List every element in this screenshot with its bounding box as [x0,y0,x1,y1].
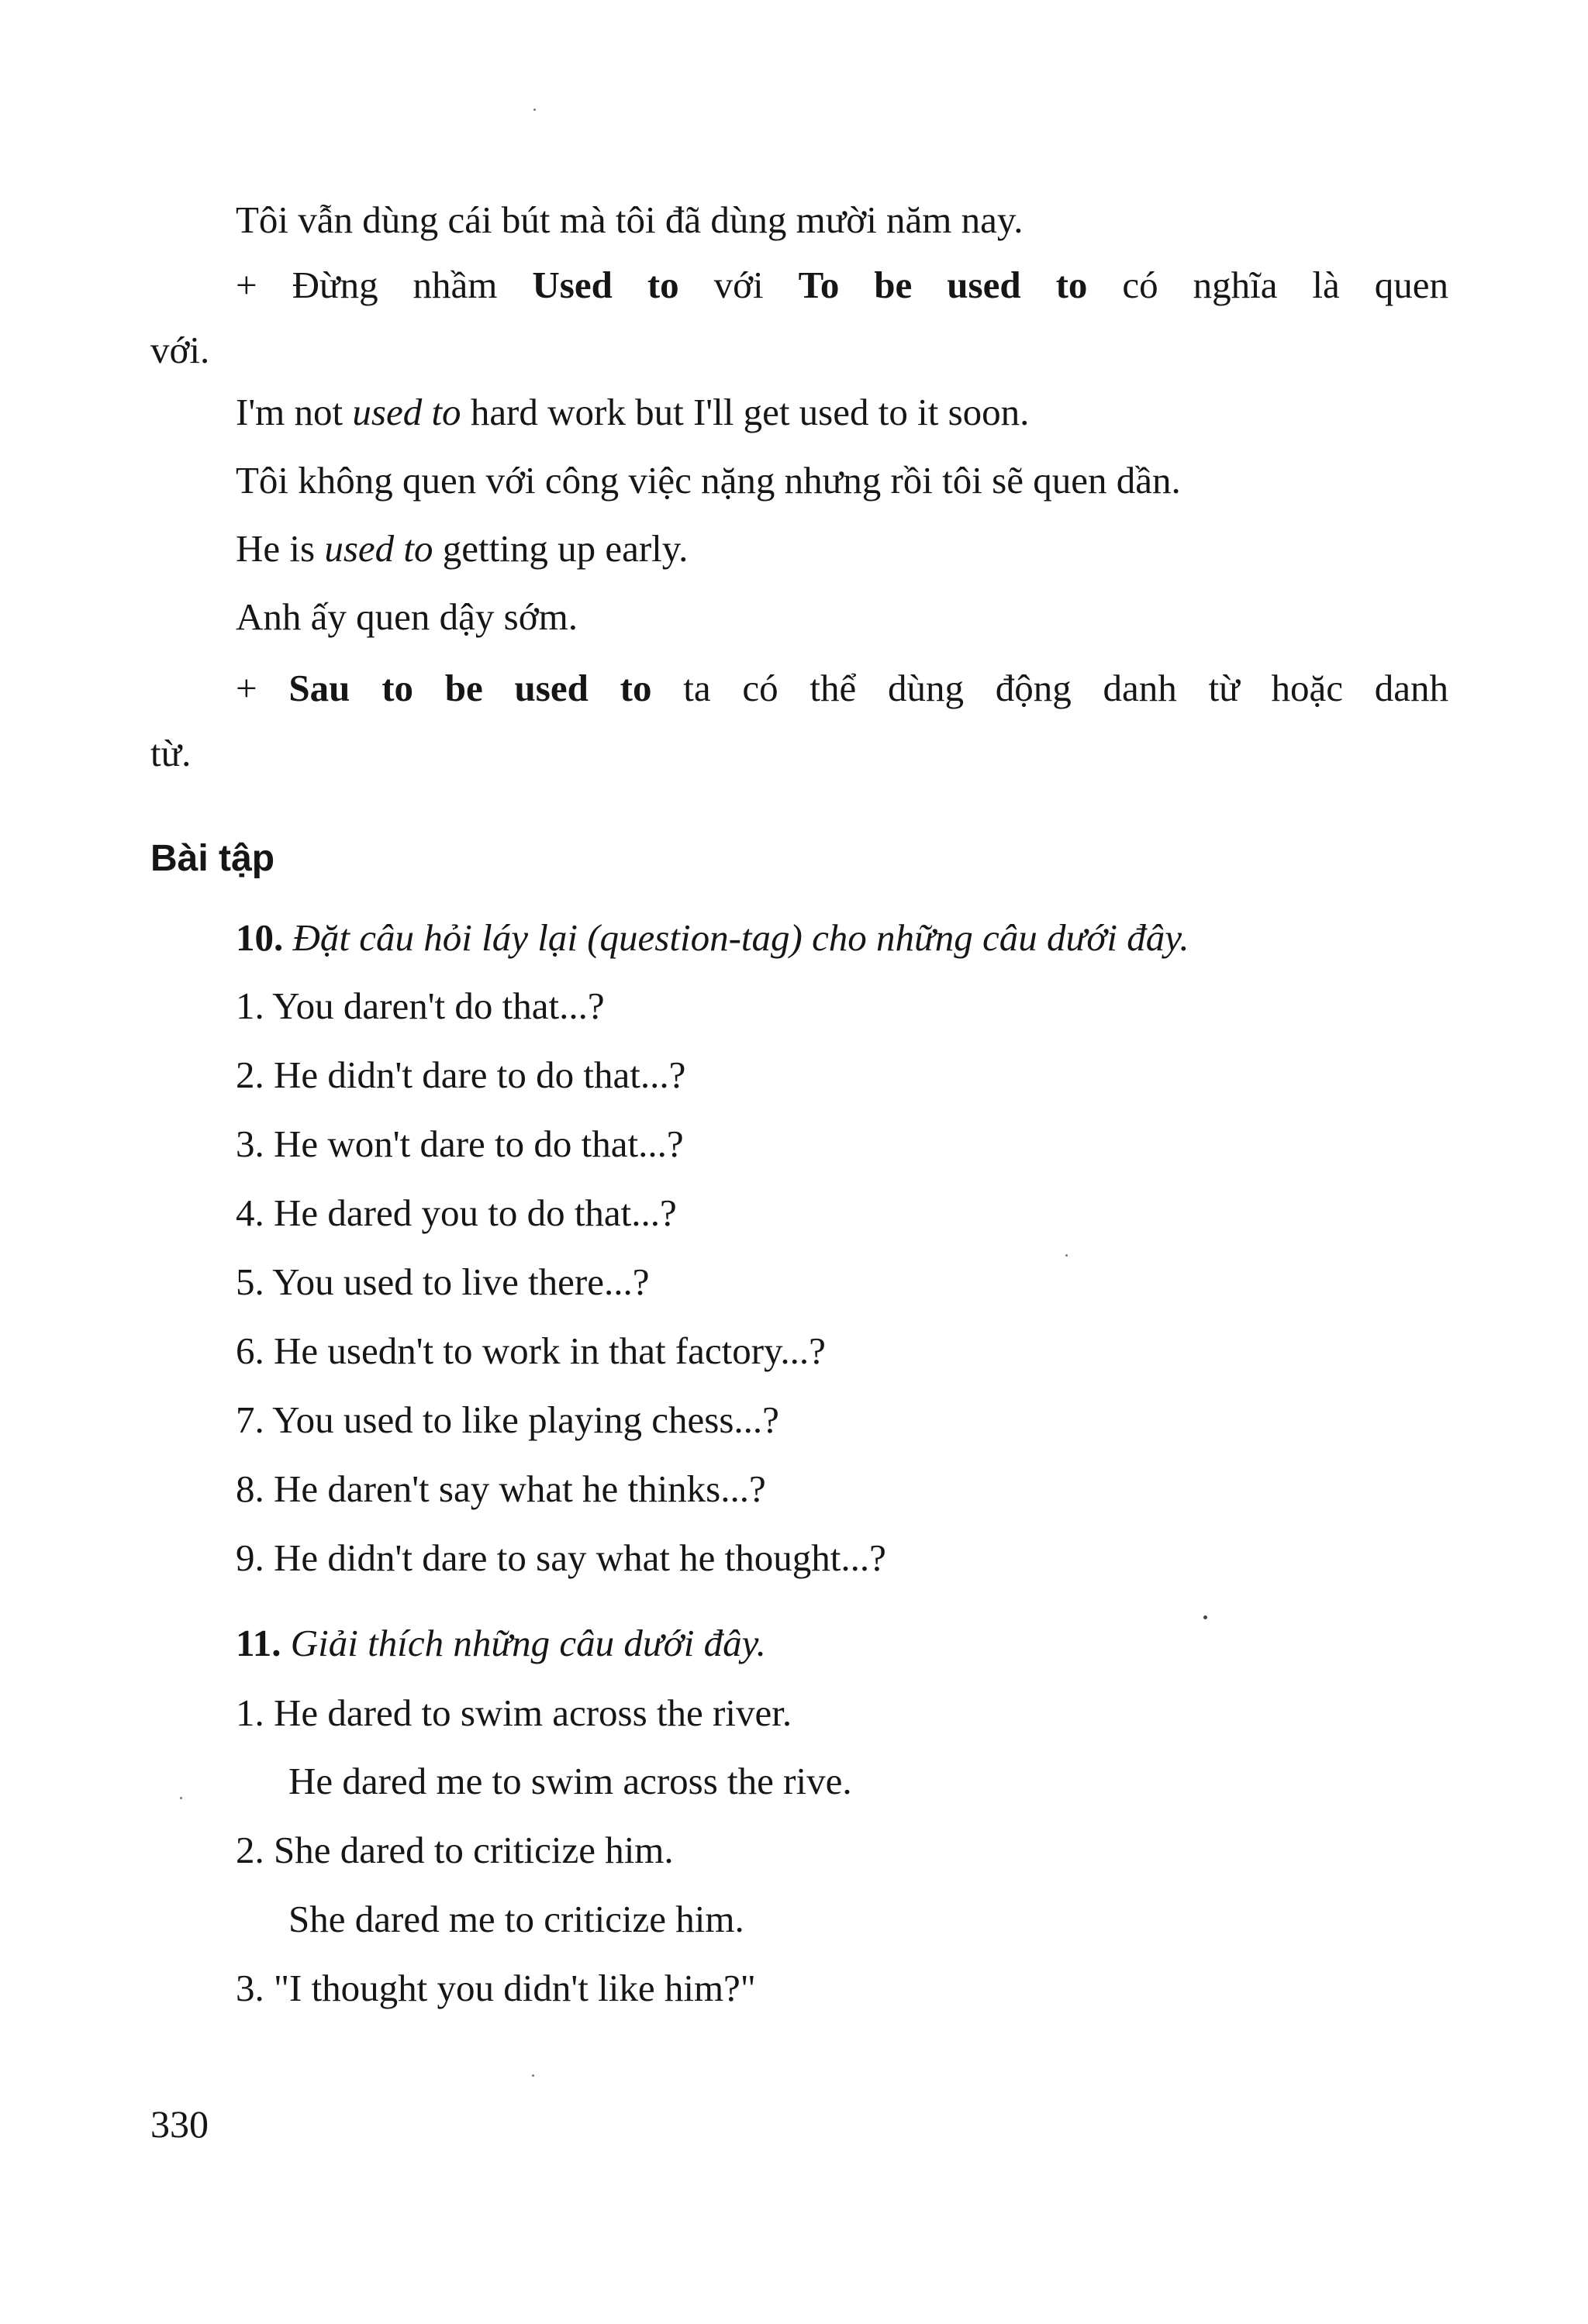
translation-line: Tôi không quen với công việc nặng nhưng rồi tôi sẽ quen dần. [236,459,1181,502]
text-line: với. [150,329,210,371]
scan-speck [533,109,536,111]
scan-speck [1203,1615,1207,1619]
scan-speck [532,2074,534,2077]
example-text: hard work but I'll get used to it soon. [470,391,1030,433]
exercise-number: 10. [236,916,284,959]
exercise-instruction: Đặt câu hỏi láy lại (question-tag) cho những câu dưới đây. [292,916,1189,959]
exercise-item-continuation: He dared me to swim across the rive. [288,1760,852,1802]
note-text: có nghĩa là quen [1122,264,1449,306]
note-text: Đừng nhầm [292,264,498,306]
exercise-11-instruction [236,1620,766,1667]
term-sau-to-be-used-to: Sau to be used to [288,667,652,709]
translation-line: Anh ấy quen dậy sớm. [236,595,578,638]
example-line [236,526,688,572]
term-to-be-used-to: To be used to [798,264,1088,306]
scan-speck [180,1797,182,1799]
exercise-item: 2. She dared to criticize him. [236,1829,674,1871]
example-text: getting up early. [442,527,689,570]
exercise-item: 6. He usedn't to work in that factory...? [236,1329,826,1372]
example-term: used to [352,391,461,433]
example-text: He is [236,527,316,570]
exercise-item: 1. He dared to swim across the river. [236,1691,792,1734]
exercise-item: 5. You used to live there...? [236,1260,650,1303]
text-line: Tôi vẫn dùng cái bút mà tôi đã dùng mười năm nay. [236,198,1024,241]
exercise-10-instruction [236,915,1189,961]
note-text: ta có thể dùng động danh từ hoặc danh [683,667,1449,709]
note-used-to-line [236,262,1448,309]
example-term: used to [324,527,433,570]
exercise-item: 9. He didn't dare to say what he thought...? [236,1536,886,1579]
section-heading: Bài tập [150,838,275,879]
exercise-item: 7. You used to like playing chess...? [236,1398,779,1441]
exercise-item: 1. You daren't do that...? [236,984,605,1027]
plus-sign: + [236,264,257,306]
exercise-number: 11. [236,1622,281,1664]
scan-speck [1065,1254,1068,1257]
exercise-item: 3. He won't dare to do that...? [236,1122,684,1165]
note-after-line [236,665,1448,712]
note-text: với [713,264,764,306]
example-line [236,389,1029,436]
text-line: từ. [150,732,192,774]
exercise-item: 3. "I thought you didn't like him?" [236,1967,756,2009]
page-number: 330 [150,2102,209,2146]
exercise-item-continuation: She dared me to criticize him. [288,1898,744,1940]
exercise-item: 2. He didn't dare to do that...? [236,1053,686,1096]
exercise-instruction: Giải thích những câu dưới đây. [290,1622,766,1664]
example-text: I'm not [236,391,343,433]
plus-sign: + [236,667,257,709]
term-used-to: Used to [532,264,679,306]
exercise-item: 4. He dared you to do that...? [236,1191,677,1234]
exercise-item: 8. He daren't say what he thinks...? [236,1467,766,1510]
